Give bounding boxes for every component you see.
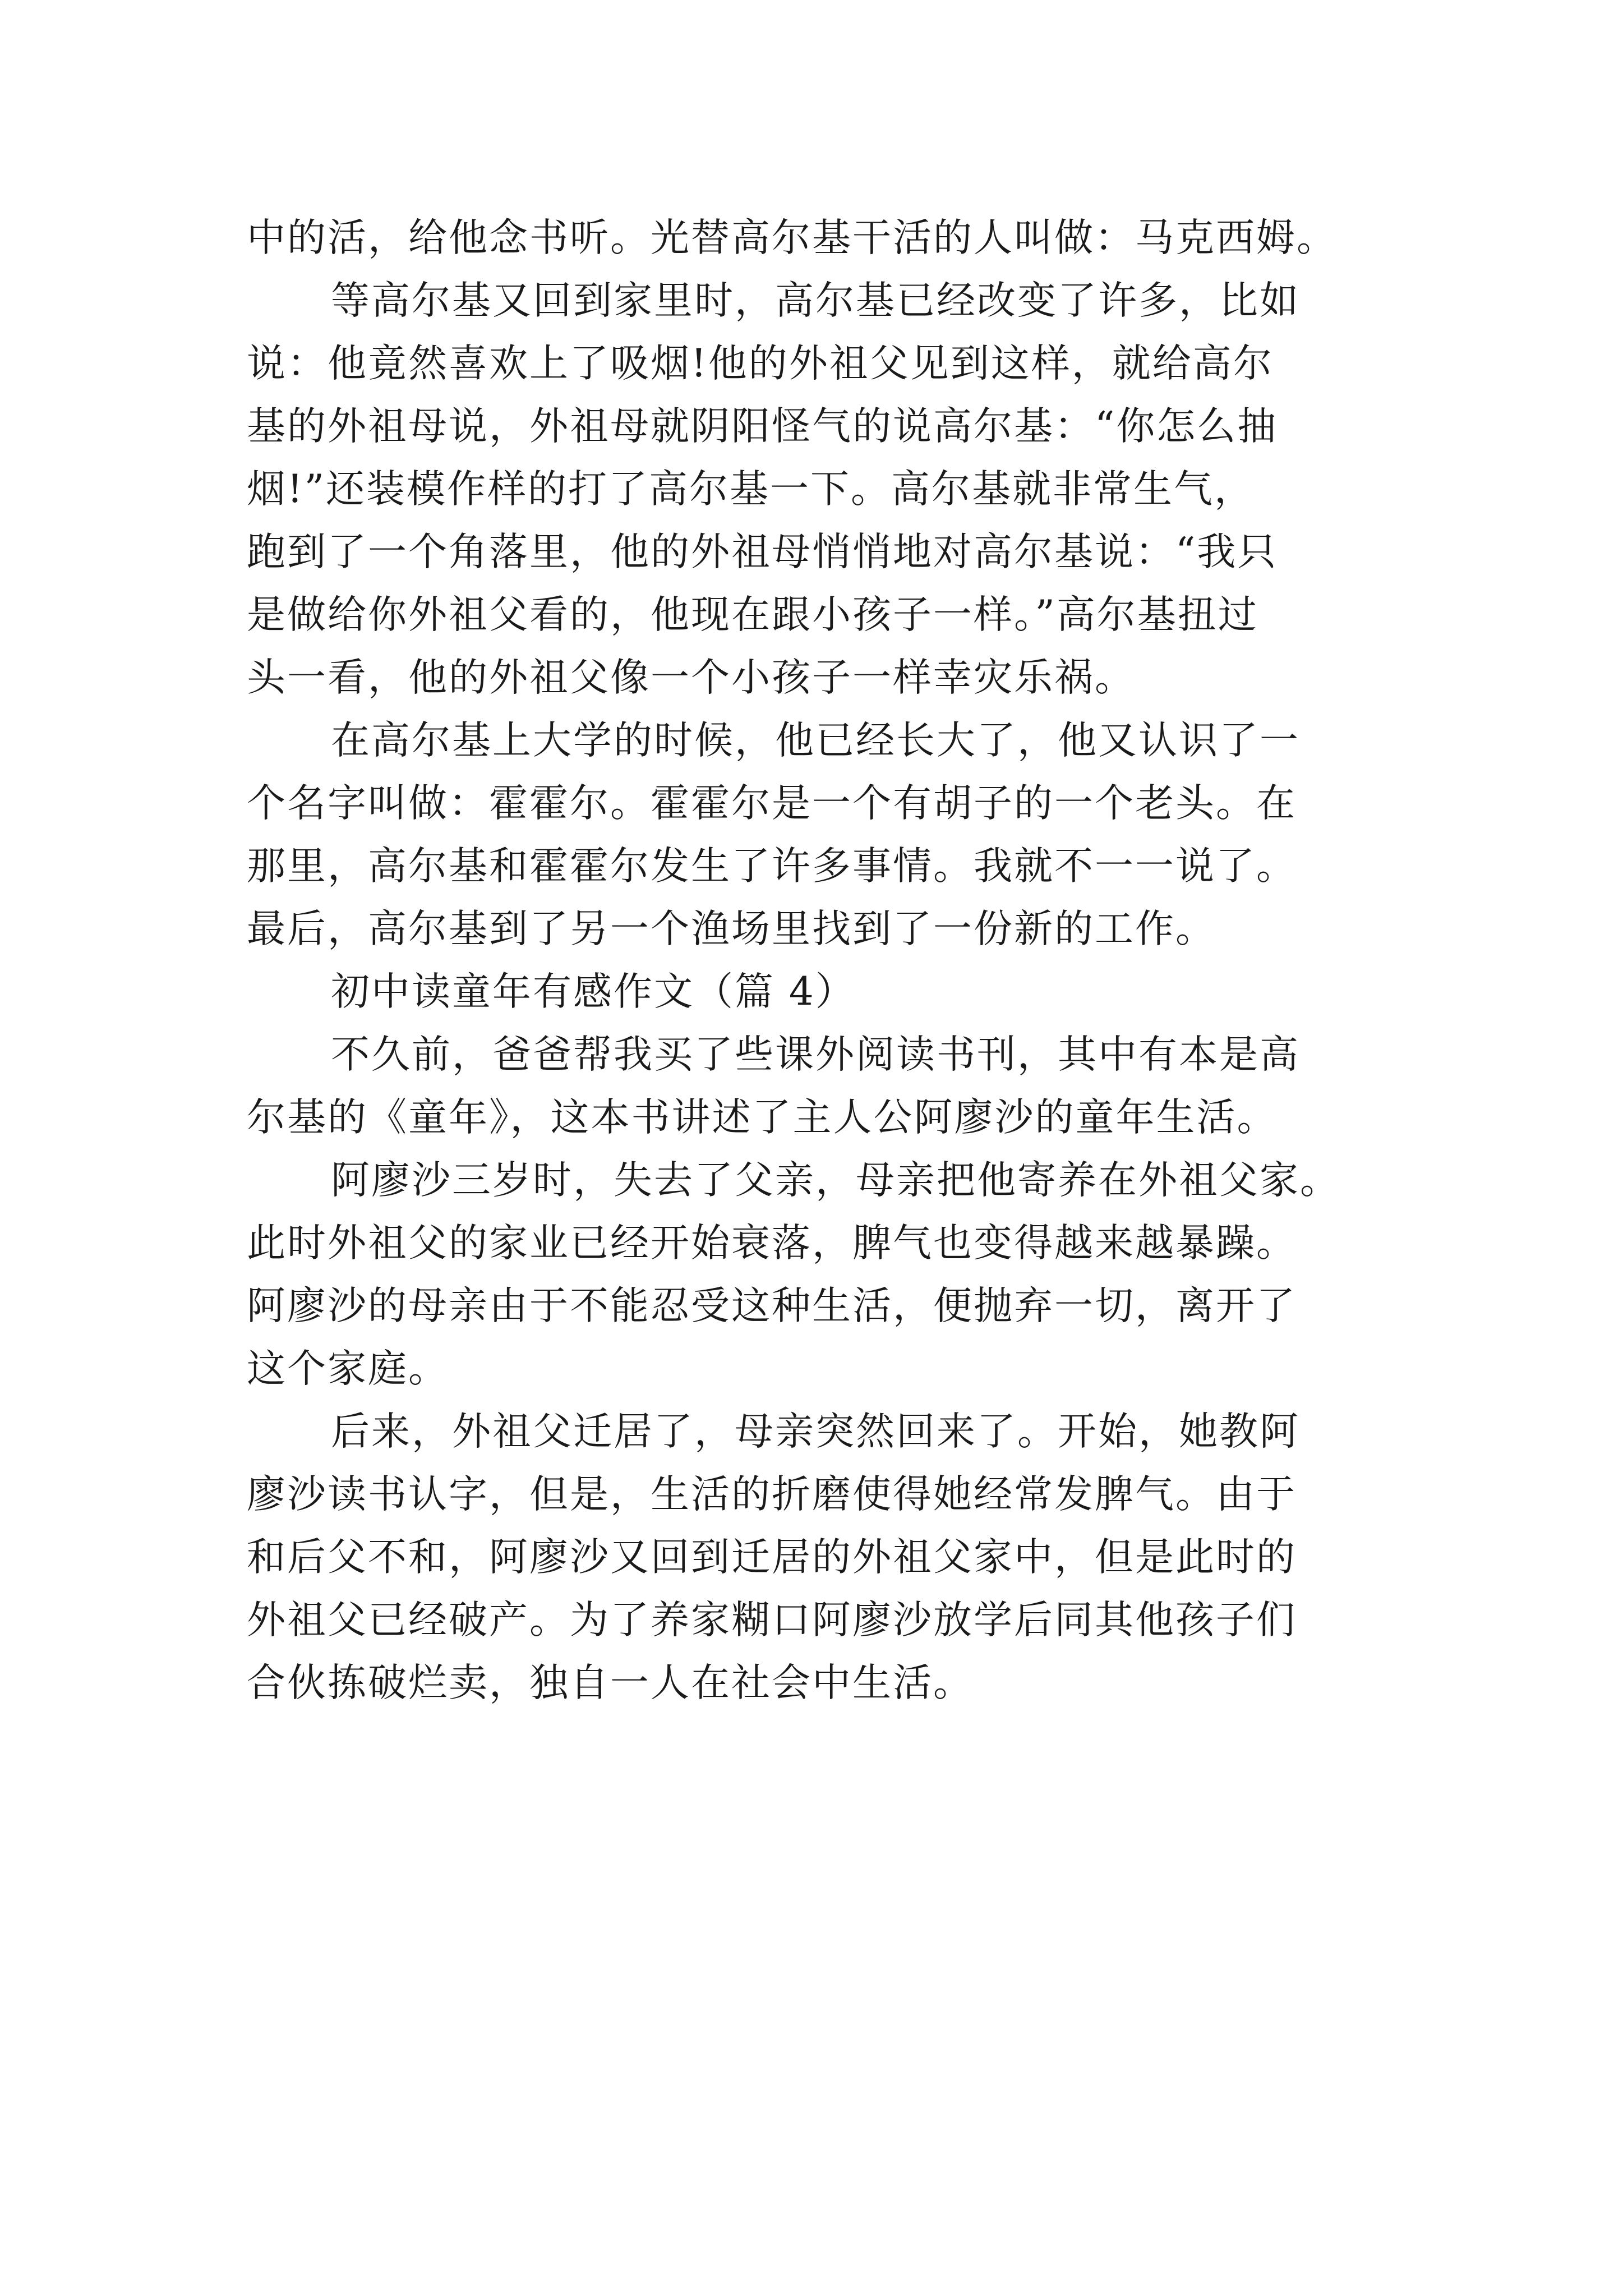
text-line: 基的外祖母说，外祖母就阴阳怪气的说高尔基：“你怎么抽 (247, 404, 1278, 449)
text-line: 廖沙读书认字，但是，生活的折磨使得她经常发脾气。由于 (247, 1472, 1297, 1517)
text-line: 尔基的《童年》，这本书讲述了主人公阿廖沙的童年生活。 (247, 1095, 1278, 1140)
text-line: 中的活，给他念书听。光替高尔基干活的人叫做：马克西姆。 (247, 215, 1337, 260)
text-line: 头一看，他的外祖父像一个小孩子一样幸灾乐祸。 (247, 655, 1135, 700)
section-heading: 初中读童年有感作文（篇 4） (331, 969, 856, 1014)
paragraph-start-line: 不久前，爸爸帮我买了些课外阅读书刊，其中有本是高 (331, 1032, 1300, 1077)
text-line: 这个家庭。 (247, 1346, 449, 1391)
text-line: 此时外祖父的家业已经开始衰落，脾气也变得越来越暴躁。 (247, 1221, 1297, 1266)
text-line: 跑到了一个角落里，他的外祖母悄悄地对高尔基说：“我只 (247, 530, 1278, 574)
text-line: 合伙拣破烂卖，独自一人在社会中生活。 (247, 1660, 974, 1705)
text-line: 和后父不和，阿廖沙又回到迁居的外祖父家中，但是此时的 (247, 1535, 1297, 1580)
text-line: 是做给你外祖父看的，他现在跟小孩子一样。”高尔基扭过 (247, 592, 1258, 637)
text-line: 最后，高尔基到了另一个渔场里找到了一份新的工作。 (247, 907, 1216, 951)
text-line: 个名字叫做：霍霍尔。霍霍尔是一个有胡子的一个老头。在 (247, 781, 1297, 826)
text-line: 那里，高尔基和霍霍尔发生了许多事情。我就不一一说了。 (247, 844, 1297, 889)
paragraph-start-line: 在高尔基上大学的时候，他已经长大了，他又认识了一 (331, 718, 1300, 763)
paragraph-start-line: 后来，外祖父迁居了，母亲突然回来了。开始，她教阿 (331, 1409, 1300, 1454)
text-line: 说：他竟然喜欢上了吸烟!他的外祖父见到这样，就给高尔 (247, 341, 1274, 386)
text-line: 阿廖沙的母亲由于不能忍受这种生活，便抛弃一切，离开了 (247, 1283, 1297, 1328)
essay-body (247, 206, 1385, 1714)
text-line: 烟!”还装模作样的打了高尔基一下。高尔基就非常生气， (247, 467, 1255, 512)
text-line: 外祖父已经破产。为了养家糊口阿廖沙放学后同其他孩子们 (247, 1598, 1297, 1642)
paragraph-start-line: 阿廖沙三岁时，失去了父亲，母亲把他寄养在外祖父家。 (331, 1158, 1340, 1203)
paragraph-start-line: 等高尔基又回到家里时，高尔基已经改变了许多，比如 (331, 278, 1300, 323)
